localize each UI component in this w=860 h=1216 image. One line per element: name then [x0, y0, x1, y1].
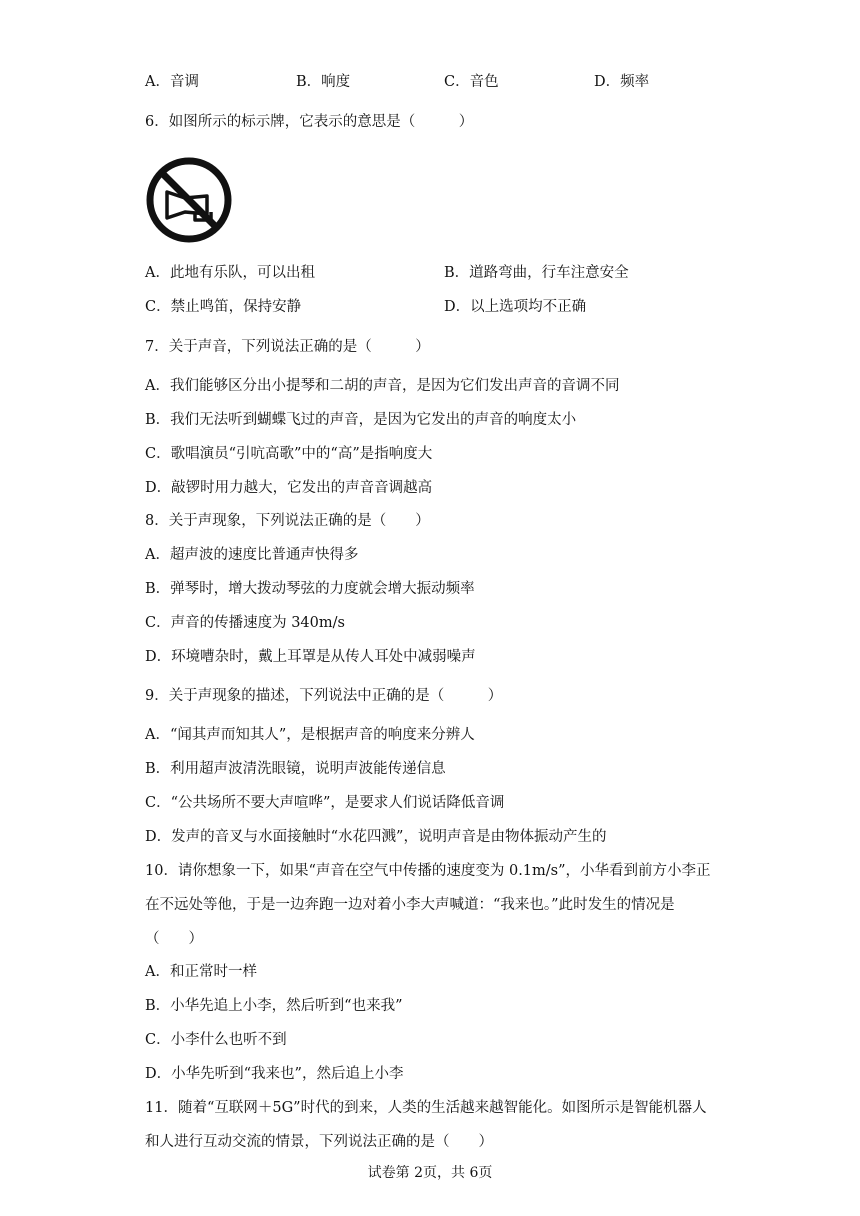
- q7-stem: 7．关于声音，下列说法正确的是（ ）: [145, 339, 430, 355]
- q10-stem-line-2: 在不远处等他，于是一边奔跑一边对着小李大声喊道：“我来也。”此时发生的情况是: [145, 897, 675, 913]
- q10-option-a: A．和正常时一样: [145, 964, 257, 980]
- q5-option-d: D．频率: [594, 74, 650, 90]
- q7-option-c: C．歌唱演员“引吭高歌”中的“高”是指响度大: [145, 446, 433, 462]
- q5-option-a: A．音调: [145, 74, 199, 90]
- q6-stem: 6．如图所示的标示牌，它表示的意思是（ ）: [145, 114, 474, 130]
- q8-option-b: B．弹琴时，增大拨动琴弦的力度就会增大振动频率: [145, 581, 475, 597]
- q6-option-b: B．道路弯曲，行车注意安全: [444, 265, 629, 281]
- q10-option-b: B．小华先追上小李，然后听到“也来我”: [145, 998, 403, 1014]
- q6-option-d: D．以上选项均不正确: [444, 299, 587, 315]
- q10-option-c: C．小李什么也听不到: [145, 1032, 287, 1048]
- q8-option-d: D．环境嘈杂时，戴上耳罩是从传人耳处中减弱噪声: [145, 649, 476, 665]
- q6-option-c: C．禁止鸣笛，保持安静: [145, 299, 302, 315]
- no-horn-sign-icon: [145, 156, 233, 244]
- q9-option-a: A．“闻其声而知其人”，是根据声音的响度来分辨人: [145, 727, 475, 743]
- q5-option-b: B．响度: [296, 74, 351, 90]
- q5-option-c: C．音色: [444, 74, 499, 90]
- page-footer: 试卷第 2页，共 6页: [367, 1165, 493, 1181]
- q10-option-d: D．小华先听到“我来也”，然后追上小李: [145, 1066, 404, 1082]
- q9-option-d: D．发声的音叉与水面接触时“水花四溅”，说明声音是由物体振动产生的: [145, 829, 607, 845]
- q10-stem-line-1: 10．请你想象一下，如果“声音在空气中传播的速度变为 0.1m/s”，小华看到前方小李正: [145, 863, 711, 879]
- q7-option-a: A．我们能够区分出小提琴和二胡的声音，是因为它们发出声音的音调不同: [145, 378, 620, 394]
- q8-option-a: A．超声波的速度比普通声快得多: [145, 547, 359, 563]
- q11-stem-line-2: 和人进行互动交流的情景，下列说法正确的是（ ）: [145, 1134, 493, 1150]
- q8-stem: 8．关于声现象，下列说法正确的是（ ）: [145, 513, 430, 529]
- q11-stem-line-1: 11．随着“互联网＋5G”时代的到来，人类的生活越来越智能化。如图所示是智能机器人: [145, 1100, 707, 1116]
- q6-option-a: A．此地有乐队，可以出租: [145, 265, 315, 281]
- q7-option-b: B．我们无法听到蝴蝶飞过的声音，是因为它发出的声音的响度太小: [145, 412, 577, 428]
- q9-option-b: B．利用超声波清洗眼镜，说明声波能传递信息: [145, 761, 446, 777]
- q10-stem-line-3: （ ）: [145, 931, 203, 947]
- q9-option-c: C．“公共场所不要大声喧哗”，是要求人们说话降低音调: [145, 795, 505, 811]
- q9-stem: 9．关于声现象的描述，下列说法中正确的是（ ）: [145, 688, 503, 704]
- q8-option-c: C．声音的传播速度为 340m/s: [145, 615, 345, 631]
- q7-option-d: D．敲锣时用力越大，它发出的声音音调越高: [145, 480, 433, 496]
